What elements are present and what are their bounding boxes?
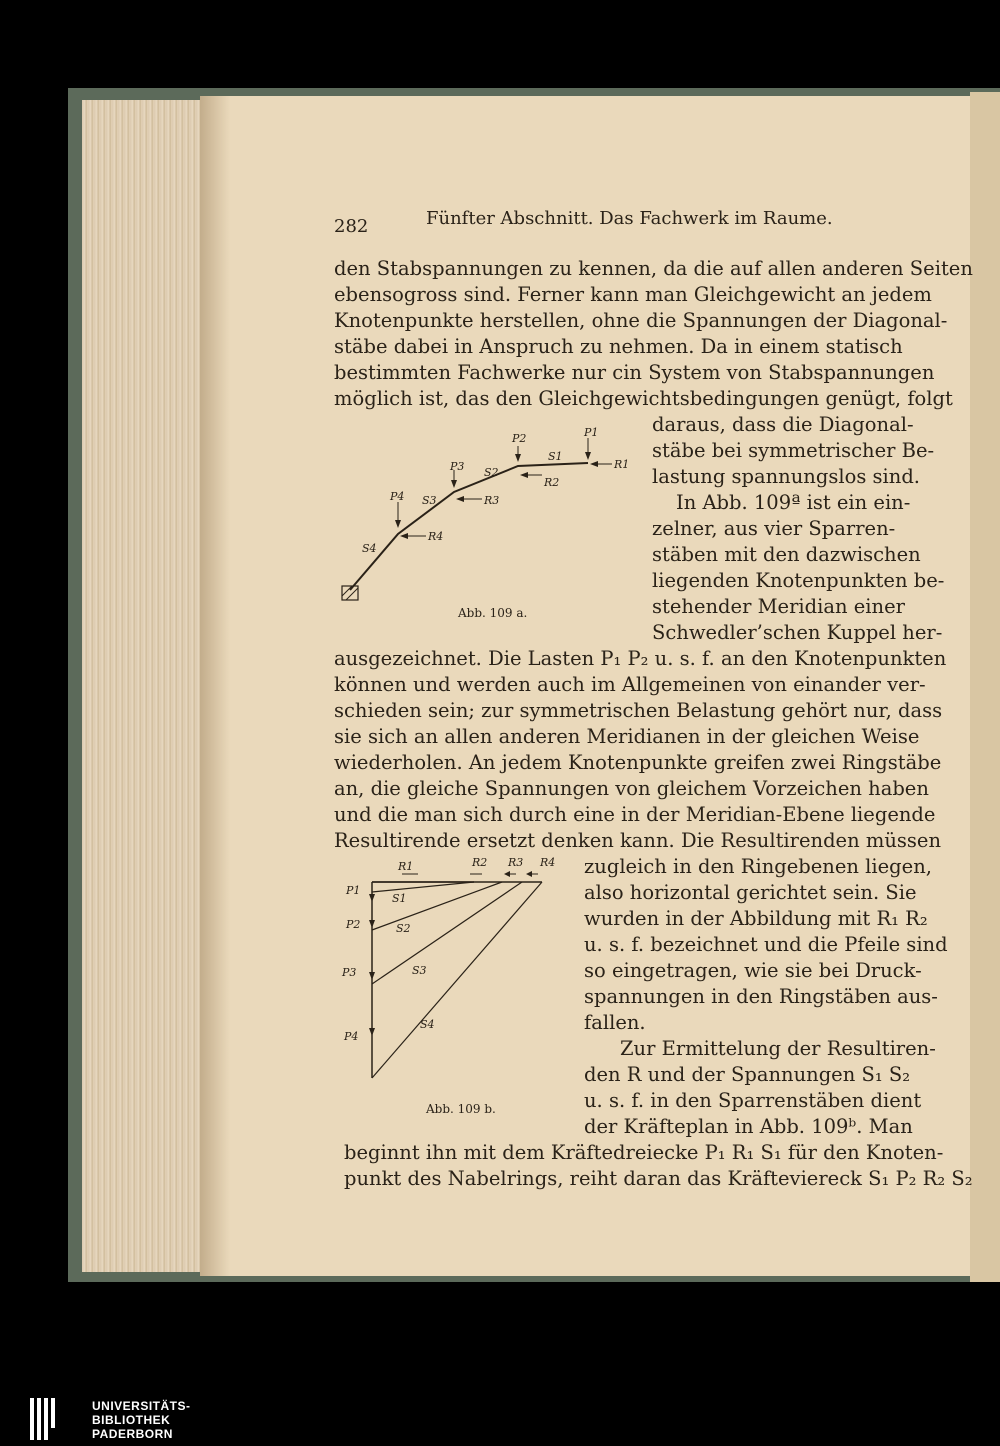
text-line: zelner, aus vier Sparren-	[652, 517, 896, 540]
label-P2: P2	[346, 918, 361, 931]
page-number: 282	[334, 216, 369, 237]
text-line: ebensogross sind. Ferner kann man Gleichgewicht an jedem	[334, 283, 932, 306]
text-line: schieden sein; zur symmetrischen Belastung gehört nur, dass	[334, 699, 943, 722]
label-S1: S1	[392, 892, 407, 905]
text-line: u. s. f. in den Sparrenstäben dient	[584, 1089, 922, 1112]
text-line: an, die gleiche Spannungen von gleichem Vorzeichen haben	[334, 777, 929, 800]
text-line: ausgezeichnet. Die Lasten P₁ P₂ u. s. f. an den Knotenpunkten	[334, 647, 947, 670]
text-line: so eingetragen, wie sie bei Druck-	[584, 959, 922, 982]
text-line: daraus, dass die Diagonal-	[652, 413, 914, 436]
figure-caption-109b: Abb. 109 b.	[426, 1102, 496, 1116]
label-R1: R1	[398, 860, 414, 873]
text-line: u. s. f. bezeichnet und die Pfeile sind	[584, 933, 948, 956]
label-S3: S3	[422, 494, 437, 507]
figure-109a	[330, 420, 650, 610]
figure-caption-109a: Abb. 109 a.	[458, 606, 528, 620]
text-line: Zur Ermittelung der Resultiren-	[620, 1037, 936, 1060]
label-S1: S1	[548, 450, 563, 463]
label-R4: R4	[540, 856, 556, 869]
text-line: wiederholen. An jedem Knotenpunkte greifen zwei Ringstäbe	[334, 751, 942, 774]
label-S2: S2	[484, 466, 499, 479]
text-line: können und werden auch im Allgemeinen von einander ver-	[334, 673, 926, 696]
text-line: liegenden Knotenpunkten be-	[652, 569, 945, 592]
label-S4: S4	[362, 542, 377, 555]
text-line: den Stabspannungen zu kennen, da die auf allen anderen Seiten	[334, 257, 973, 280]
label-R1: R1	[614, 458, 630, 471]
text-line: lastung spannungslos sind.	[652, 465, 921, 488]
text-line: Knotenpunkte herstellen, ohne die Spannungen der Diagonal-	[334, 309, 948, 332]
page-edges	[82, 100, 210, 1272]
text-line: stäben mit den dazwischen	[652, 543, 921, 566]
text-line: und die man sich durch eine in der Meridian-Ebene liegende	[334, 803, 936, 826]
logo-line: UNIVERSITÄTS-	[92, 1399, 191, 1413]
label-P4: P4	[390, 490, 405, 503]
logo-line: PADERBORN	[92, 1427, 173, 1441]
text-line: fallen.	[584, 1011, 646, 1034]
label-S4: S4	[420, 1018, 435, 1031]
label-R3: R3	[484, 494, 500, 507]
text-line: Resultirende ersetzt denken kann. Die Resultirenden müssen	[334, 829, 942, 852]
text-line: In Abb. 109ª ist ein ein-	[676, 491, 911, 514]
text-line: stehender Meridian einer	[652, 595, 905, 618]
text-line: zugleich in den Ringebenen liegen,	[584, 855, 932, 878]
text-line: spannungen in den Ringstäben aus-	[584, 985, 938, 1008]
text-line: möglich ist, das den Gleichgewichtsbedingungen genügt, folgt	[334, 387, 953, 410]
text-line: bestimmten Fachwerke nur cin System von Stabspannungen	[334, 361, 935, 384]
text-line: der Kräfteplan in Abb. 109ᵇ. Man	[584, 1115, 913, 1138]
label-P3: P3	[342, 966, 357, 979]
label-S3: S3	[412, 964, 427, 977]
library-logo	[30, 1398, 191, 1444]
label-P1: P1	[346, 884, 361, 897]
label-P3: P3	[450, 460, 465, 473]
page-gutter-shadow	[200, 96, 230, 1276]
logo-line: BIBLIOTHEK	[92, 1413, 171, 1427]
text-line: punkt des Nabelrings, reiht daran das Kräfteviereck S₁ P₂ R₂ S₂	[344, 1167, 973, 1190]
text-line: stäbe bei symmetrischer Be-	[652, 439, 935, 462]
label-R2: R2	[544, 476, 560, 489]
facing-page-edge	[970, 92, 1000, 1282]
label-R3: R3	[508, 856, 524, 869]
label-R2: R2	[472, 856, 488, 869]
text-line: sie sich an allen anderen Meridianen in der gleichen Weise	[334, 725, 920, 748]
text-line: beginnt ihn mit dem Kräftedreiecke P₁ R₁ S₁ für den Knoten-	[344, 1141, 944, 1164]
text-line: wurden in der Abbildung mit R₁ R₂	[584, 907, 928, 930]
label-P4: P4	[344, 1030, 359, 1043]
text-line: also horizontal gerichtet sein. Sie	[584, 881, 917, 904]
text-line: Schwedler’schen Kuppel her-	[652, 621, 943, 644]
label-P2: P2	[512, 432, 527, 445]
text-line: den R und der Spannungen S₁ S₂	[584, 1063, 911, 1086]
library-logo-icon	[30, 1398, 56, 1440]
figure-109b	[360, 860, 560, 1090]
label-S2: S2	[396, 922, 411, 935]
label-P1: P1	[584, 426, 599, 439]
label-R4: R4	[428, 530, 444, 543]
text-line: stäbe dabei in Anspruch zu nehmen. Da in einem statisch	[334, 335, 903, 358]
running-title: Fünfter Abschnitt. Das Fachwerk im Raume.	[426, 208, 833, 229]
